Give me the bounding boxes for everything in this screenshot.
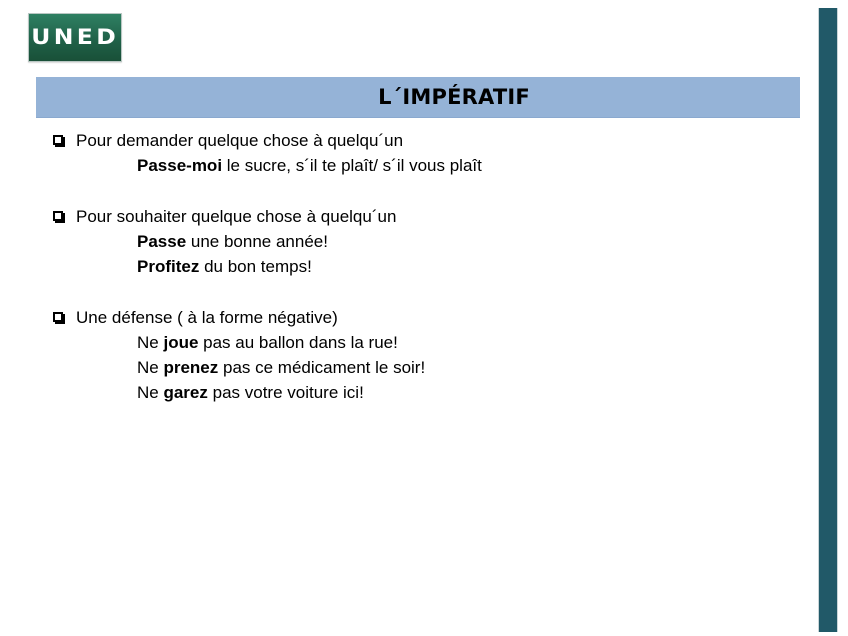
section-heading-line xyxy=(53,305,793,330)
example-text: du bon temps! xyxy=(199,257,312,276)
example-line xyxy=(137,254,793,279)
section-heading: Pour souhaiter quelque chose à quelqu´un xyxy=(76,207,397,226)
negation-prefix: Ne xyxy=(137,358,164,377)
section-heading: Une défense ( à la forme négative) xyxy=(76,308,338,327)
imperative-verb: joue xyxy=(163,333,199,352)
section-heading-line xyxy=(53,204,793,229)
example-text: pas au ballon dans la rue! xyxy=(198,333,398,352)
example-text: le sucre, s´il te plaît/ s´il vous plaît xyxy=(222,156,482,175)
checkbox-bullet-icon xyxy=(53,312,63,322)
imperative-verb: garez xyxy=(163,383,208,402)
slide-content xyxy=(53,128,793,431)
imperative-verb: Passe xyxy=(137,232,187,251)
example-line xyxy=(137,229,793,254)
example-text: une bonne année! xyxy=(186,232,328,251)
imperative-verb: Profitez xyxy=(137,257,200,276)
negation-prefix: Ne xyxy=(137,383,164,402)
checkbox-bullet-icon xyxy=(53,135,63,145)
section-heading-line xyxy=(53,128,793,153)
slide-title-band xyxy=(36,77,800,118)
checkbox-bullet-icon xyxy=(53,211,63,221)
example-line xyxy=(137,355,793,380)
slide-right-border-bar xyxy=(818,8,838,632)
uned-logo xyxy=(28,13,122,62)
example-text: pas votre voiture ici! xyxy=(207,383,364,402)
section-prohibition xyxy=(53,305,793,405)
section-wish xyxy=(53,204,793,279)
section-request xyxy=(53,128,793,178)
slide-title: L´IMPÉRATIF xyxy=(378,85,530,109)
section-heading: Pour demander quelque chose à quelqu´un xyxy=(76,131,404,150)
uned-logo-text: UNED xyxy=(31,25,119,49)
imperative-verb: Passe-moi xyxy=(137,156,223,175)
imperative-verb: prenez xyxy=(163,358,219,377)
negation-prefix: Ne xyxy=(137,333,164,352)
example-line xyxy=(137,380,793,405)
example-line xyxy=(137,330,793,355)
example-line xyxy=(137,153,793,178)
example-text: pas ce médicament le soir! xyxy=(218,358,426,377)
